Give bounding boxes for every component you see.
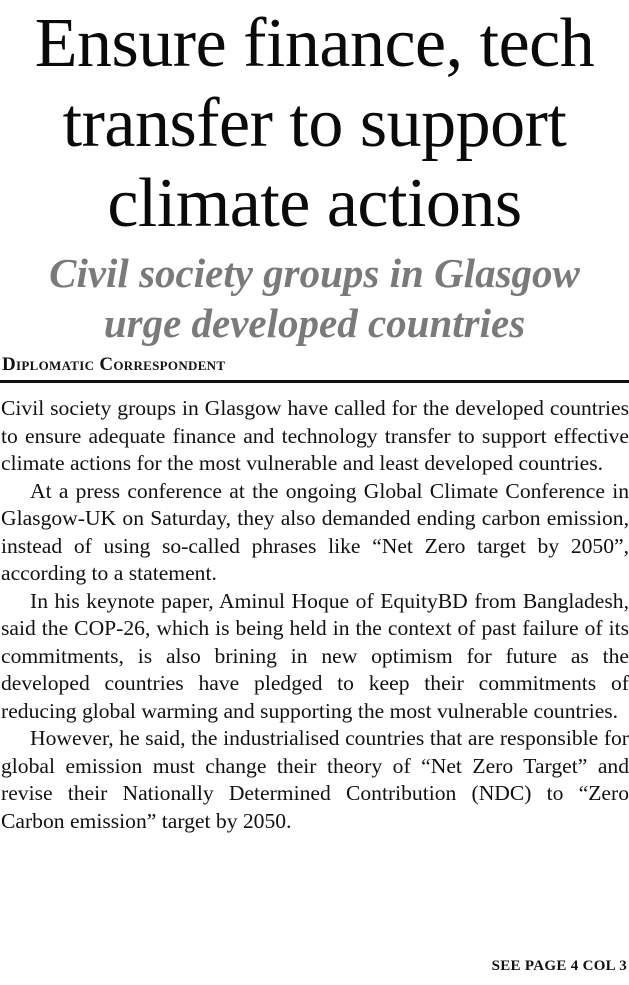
headline-line: Ensure finance, tech <box>34 5 595 82</box>
byline: Diplomatic Correspondent <box>0 348 629 383</box>
article-paragraph: At a press conference at the ongoing Global Climate Conference in Glasgow-UK on Saturday, they also demanded ending carbon emission, instead of using so-called phrases like “Net Zero target by 2050”, according to a statement. <box>1 478 629 585</box>
headline <box>0 0 629 244</box>
article-paragraph: In his keynote paper, Aminul Hoque of EquityBD from Bangladesh, said the COP-26, which is being held in the context of past failure of its commitments, is also brining in new optimism for future as the developed countries have pledged to keep their commitments of reducing global warming and supporting the most vulnerable countries. <box>1 588 629 723</box>
article-paragraph: However, he said, the industrialised countries that are responsible for global emission must change their theory of “Net Zero Target” and revise their Nationally Determined Contribution (NDC) to “Zero Carbon emission” target by 2050. <box>1 726 629 833</box>
headline-line: transfer to support <box>62 85 567 162</box>
subheadline-line: urge developed countries <box>103 300 526 346</box>
subheadline <box>0 248 629 348</box>
headline-line: climate actions <box>107 165 522 242</box>
subheadline-line: Civil society groups in Glasgow <box>49 250 580 296</box>
article-paragraph: Civil society groups in Glasgow have called for the developed countries to ensure adequate finance and technology transfer to support effective climate actions for the most vulnerable and least developed countries. <box>1 396 629 475</box>
continued-jump-line: SEE PAGE 4 COL 3 <box>491 958 627 974</box>
article-body <box>0 383 629 835</box>
